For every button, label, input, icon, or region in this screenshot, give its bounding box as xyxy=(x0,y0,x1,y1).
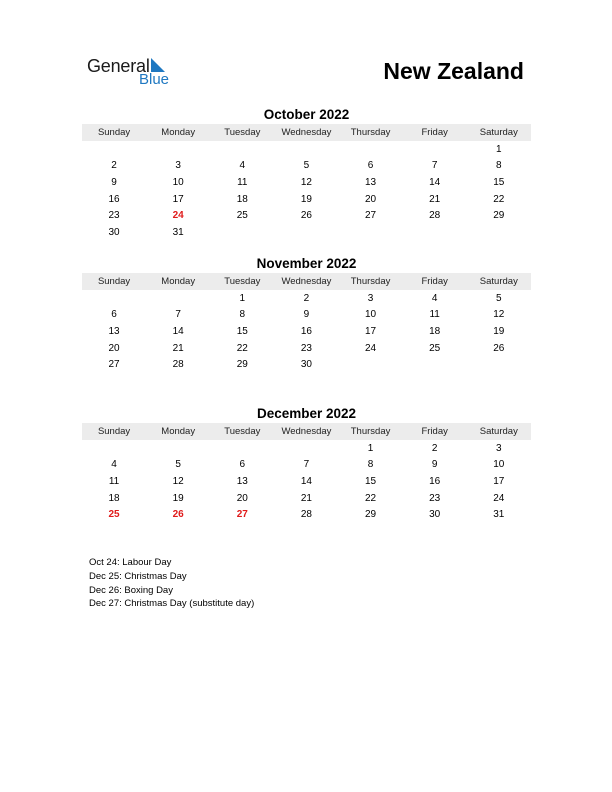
week-row xyxy=(82,224,531,241)
day-cell: 23 xyxy=(108,210,120,222)
month-title: December 2022 xyxy=(256,406,357,421)
day-cell: 11 xyxy=(429,309,440,321)
weekday-label: Friday xyxy=(421,127,448,138)
weekday-label: Thursday xyxy=(350,426,391,437)
country-title: New Zealand xyxy=(383,58,524,84)
day-cell: 15 xyxy=(493,176,505,188)
day-cell: 1 xyxy=(367,442,374,454)
day-cell: 4 xyxy=(431,292,438,304)
month-december xyxy=(82,405,531,523)
day-cell: 12 xyxy=(493,309,505,321)
week-row xyxy=(82,290,531,307)
day-cell: 18 xyxy=(429,325,441,337)
week-row xyxy=(82,207,531,224)
week-row xyxy=(82,340,531,357)
weekday-label: Tuesday xyxy=(224,426,261,437)
month-title: October 2022 xyxy=(263,107,350,122)
week-row xyxy=(82,356,531,373)
weekday-label: Friday xyxy=(421,426,448,437)
weekday-label: Tuesday xyxy=(224,276,261,287)
day-cell: 22 xyxy=(236,342,248,354)
day-cell: 27 xyxy=(365,210,377,222)
day-cell: 7 xyxy=(431,160,438,172)
holiday-note: Dec 27: Christmas Day (substitute day) xyxy=(89,598,255,610)
day-cell: 14 xyxy=(429,176,441,188)
day-cell: 28 xyxy=(300,509,312,521)
day-cell: 7 xyxy=(303,459,310,471)
day-cell: 16 xyxy=(108,193,120,205)
holiday-note: Dec 25: Christmas Day xyxy=(89,570,187,582)
week-row xyxy=(82,473,531,490)
week-row xyxy=(82,158,531,175)
day-cell: 2 xyxy=(431,442,438,454)
week-row xyxy=(82,174,531,191)
day-cell: 13 xyxy=(236,475,248,487)
day-cell: 7 xyxy=(175,309,181,321)
day-cell: 5 xyxy=(175,459,181,471)
day-cell: 20 xyxy=(236,492,248,504)
day-cell: 3 xyxy=(496,442,502,454)
week-row xyxy=(82,506,531,523)
day-cell: 21 xyxy=(300,492,312,504)
day-cell: 5 xyxy=(496,292,502,304)
day-cell: 20 xyxy=(365,193,377,205)
weekday-label: Tuesday xyxy=(224,127,261,138)
day-cell: 17 xyxy=(493,475,505,487)
day-cell: 23 xyxy=(300,342,312,354)
day-cell: 14 xyxy=(300,475,312,487)
day-cell: 13 xyxy=(108,325,120,337)
day-cell: 15 xyxy=(236,325,248,337)
day-cell: 16 xyxy=(429,475,441,487)
day-cell: 3 xyxy=(367,292,374,304)
weekday-header-row xyxy=(82,124,531,141)
day-cell: 21 xyxy=(429,193,441,205)
weekday-label: Wednesday xyxy=(281,426,332,437)
holiday-day-cell: 27 xyxy=(236,509,248,521)
day-cell: 6 xyxy=(239,459,246,471)
day-cell: 12 xyxy=(172,475,184,487)
weekday-header-row xyxy=(82,273,531,290)
month-title: November 2022 xyxy=(256,256,357,271)
day-cell: 16 xyxy=(300,325,312,337)
week-row xyxy=(82,490,531,507)
week-row xyxy=(82,323,531,340)
weekday-label: Monday xyxy=(161,276,196,287)
day-cell: 9 xyxy=(431,459,438,471)
weekday-label: Wednesday xyxy=(281,276,332,287)
day-cell: 25 xyxy=(236,210,248,222)
day-cell: 11 xyxy=(237,176,248,188)
day-cell: 17 xyxy=(365,325,377,337)
day-cell: 17 xyxy=(172,193,184,205)
week-row xyxy=(82,307,531,324)
day-cell: 18 xyxy=(236,193,248,205)
day-cell: 22 xyxy=(493,193,505,205)
week-row xyxy=(82,457,531,474)
day-cell: 18 xyxy=(108,492,120,504)
day-cell: 11 xyxy=(108,475,120,487)
day-cell: 15 xyxy=(365,475,377,487)
day-cell: 24 xyxy=(493,492,505,504)
day-cell: 6 xyxy=(111,309,117,321)
day-cell: 29 xyxy=(365,509,377,521)
weekday-label: Wednesday xyxy=(281,127,332,138)
day-cell: 23 xyxy=(429,492,441,504)
weekday-header-row xyxy=(82,423,531,440)
day-cell: 24 xyxy=(365,342,377,354)
weekday-label: Saturday xyxy=(479,127,518,138)
day-cell: 29 xyxy=(493,210,505,222)
week-row xyxy=(82,440,531,457)
holiday-note: Dec 26: Boxing Day xyxy=(89,584,173,596)
holiday-day-cell: 26 xyxy=(172,509,184,521)
day-cell: 30 xyxy=(300,359,312,371)
day-cell: 28 xyxy=(172,359,184,371)
day-cell: 30 xyxy=(429,509,441,521)
day-cell: 27 xyxy=(108,359,120,371)
day-cell: 26 xyxy=(300,210,312,222)
day-cell: 8 xyxy=(496,160,502,172)
day-cell: 14 xyxy=(172,325,184,337)
weekday-label: Saturday xyxy=(479,276,518,287)
week-row xyxy=(82,141,531,158)
day-cell: 9 xyxy=(303,309,310,321)
logo-word-general: General xyxy=(87,56,150,76)
day-cell: 19 xyxy=(172,492,184,504)
weekday-label: Monday xyxy=(161,426,196,437)
weekday-label: Sunday xyxy=(97,426,131,437)
month-october xyxy=(82,106,531,241)
day-cell: 9 xyxy=(111,176,117,188)
day-cell: 31 xyxy=(493,509,505,521)
day-cell: 10 xyxy=(365,309,377,321)
day-cell: 6 xyxy=(367,160,374,172)
holiday-day-cell: 25 xyxy=(108,509,120,521)
weekday-label: Thursday xyxy=(350,127,391,138)
day-cell: 5 xyxy=(303,160,310,172)
logo-triangle-icon xyxy=(151,58,165,72)
weekday-label: Friday xyxy=(421,276,448,287)
day-cell: 10 xyxy=(493,459,505,471)
day-cell: 20 xyxy=(108,342,120,354)
weekday-label: Thursday xyxy=(350,276,391,287)
day-cell: 22 xyxy=(365,492,377,504)
day-cell: 1 xyxy=(496,143,502,155)
day-cell: 8 xyxy=(239,309,246,321)
day-cell: 1 xyxy=(239,292,246,304)
weekday-label: Sunday xyxy=(97,276,131,287)
day-cell: 21 xyxy=(172,342,184,354)
week-row xyxy=(82,191,531,208)
month-november xyxy=(82,255,531,373)
day-cell: 12 xyxy=(300,176,312,188)
weekday-label: Monday xyxy=(161,127,196,138)
day-cell: 10 xyxy=(172,176,184,188)
weekday-label: Saturday xyxy=(479,426,518,437)
day-cell: 3 xyxy=(175,160,181,172)
holiday-day-cell: 24 xyxy=(172,210,184,222)
holiday-note: Oct 24: Labour Day xyxy=(89,557,172,568)
day-cell: 4 xyxy=(111,459,117,471)
day-cell: 19 xyxy=(300,193,312,205)
day-cell: 25 xyxy=(429,342,441,354)
day-cell: 8 xyxy=(367,459,374,471)
day-cell: 29 xyxy=(236,359,248,371)
day-cell: 19 xyxy=(493,325,505,337)
day-cell: 28 xyxy=(429,210,441,222)
day-cell: 4 xyxy=(239,160,246,172)
general-blue-logo xyxy=(87,56,187,90)
day-cell: 31 xyxy=(172,226,184,238)
day-cell: 30 xyxy=(108,226,120,238)
day-cell: 26 xyxy=(493,342,505,354)
holiday-notes xyxy=(89,556,254,611)
logo-word-blue: Blue xyxy=(139,71,170,88)
day-cell: 2 xyxy=(303,292,310,304)
day-cell: 2 xyxy=(111,160,117,172)
weekday-label: Sunday xyxy=(97,127,131,138)
day-cell: 13 xyxy=(365,176,377,188)
